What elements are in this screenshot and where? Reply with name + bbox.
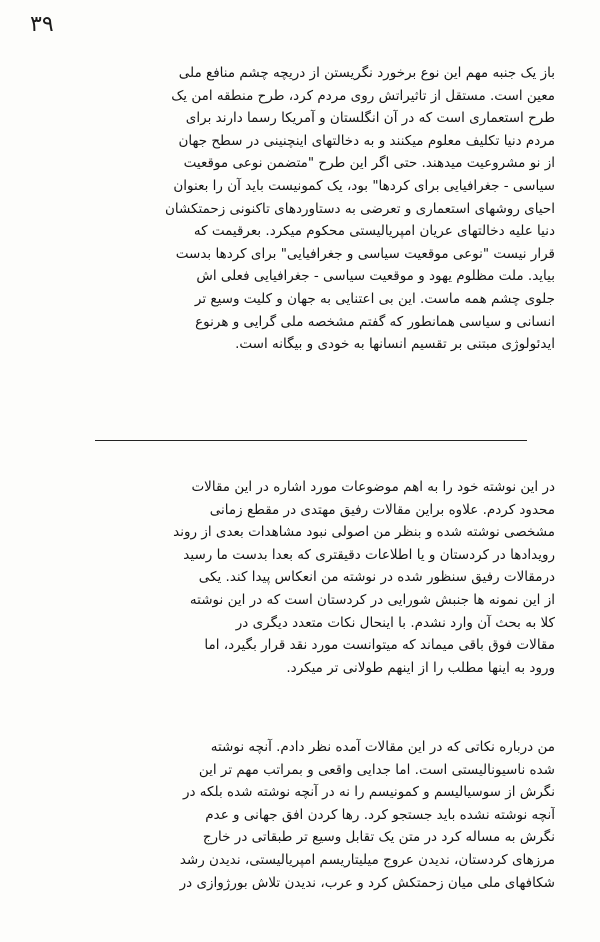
text-line: باز یک جنبه مهم این نوع برخورد نگریستن از دریچه چشم منافع ملی [178,65,555,81]
paragraph-3 [45,736,555,894]
text-line: کلا به بحث آن وارد نشدم. با اینحال نکات متعدد دیگری در [235,614,555,631]
text-line: از این نمونه ها جنبش شورایی در کردستان است که در این نوشته [189,591,555,608]
page-number: ۳۹ [30,12,54,37]
text-line: معین است. مستقل از تاثیراتش روی مردم کرد، طرح منطقه امن یک [171,87,555,104]
text-line: مقالات فوق باقی میماند که میتوانست مورد نقد قرار بگیرد، اما [204,637,555,654]
text-line: آنچه نوشته نشده باید جستجو کرد. رها کردن افق جهانی و عدم [205,806,555,823]
text-line: من درباره نکاتی که در این مقالات آمده نظر دادم. آنچه نوشته [210,739,555,755]
text-line: جلوی چشم همه ماست. این بی اعتنایی به جهان و کلیت وسیع تر [194,290,555,307]
text-line: قرار نیست "نوعی موقعیت سیاسی و جغرافیایی" برای کردها بدست [175,245,555,262]
text-line: سیاسی - جغرافیایی برای کردها" بود، یک کمونیست باید آن را بعنوان [173,177,555,194]
paragraph-2 [45,476,555,679]
section-divider [95,440,527,441]
text-line: احیای روشهای استعماری و تعرضی به دستاوردهای تاکنونی زحمتکشان [164,200,555,217]
text-line: در این نوشته خود را به اهم موضوعات مورد اشاره در این مقالات [191,479,555,495]
text-line: رویدادها در کردستان و یا اطلاعات دقیقتری که بعدا بدست ما رسید [183,546,555,563]
text-line: درمقالات رفیق سنظور شده در نوشته من انعکاس پیدا کند. یکی [198,569,555,586]
text-line: شده ناسیونالیستی است. اما جدایی واقعی و بمراتب مهم تر این [198,761,555,778]
text-line: انسانی و سیاسی همانطور که گفتم مشخصه ملی گرایی و هرنوع [195,313,555,330]
text-line: دنیا علیه دخالتهای عریان امپریالیستی محکوم میکرد. بعرقیمت که [193,223,555,240]
paragraph-1 [45,62,555,356]
text-line: مرزهای کردستان، ندیدن عروج میلیتاریسم امپریالیستی، ندیدن رشد [179,851,555,868]
text-line: بیاید. ملت مظلوم یهود و موقعیت سیاسی - جغرافیایی فعلی اش [196,268,555,285]
text-line: نگرش به مساله کرد در متن یک تقابل وسیع تر طبقاتی در خارج [202,829,555,846]
text-line: طرح استعماری است که در آن انگلستان و آمریکا رسما دارند برای [185,110,555,127]
text-line: ایدئولوژی مبتنی بر تقسیم انسانها به خودی و بیگانه است. [235,336,555,353]
text-line: از نو مشروعیت میدهند. حتی اگر این طرح "متضمن نوعی موقعیت [183,155,555,172]
text-line: مردم دنیا تکلیف معلوم میکنند و به دخالتهای اینچنینی در سطح جهان [178,132,555,149]
text-line: محدود کردم. علاوه براین مقالات رفیق مهتدی در مقطع زمانی [209,501,555,518]
text-line: ورود به اینها مطلب را از اینهم طولانی تر میکرد. [286,659,555,676]
text-line: مشخصی نوشته شده و بنظر من اصولی نبود مشاهدات بعدی از روند [173,524,555,541]
text-line: شکافهای ملی میان زحمتکش کرد و عرب، ندیدن تلاش بورژوازی در [179,874,555,891]
text-line: نگرش از سوسیالیسم و کمونیسم را نه در آنچه نوشته شده بلکه در [182,784,555,801]
